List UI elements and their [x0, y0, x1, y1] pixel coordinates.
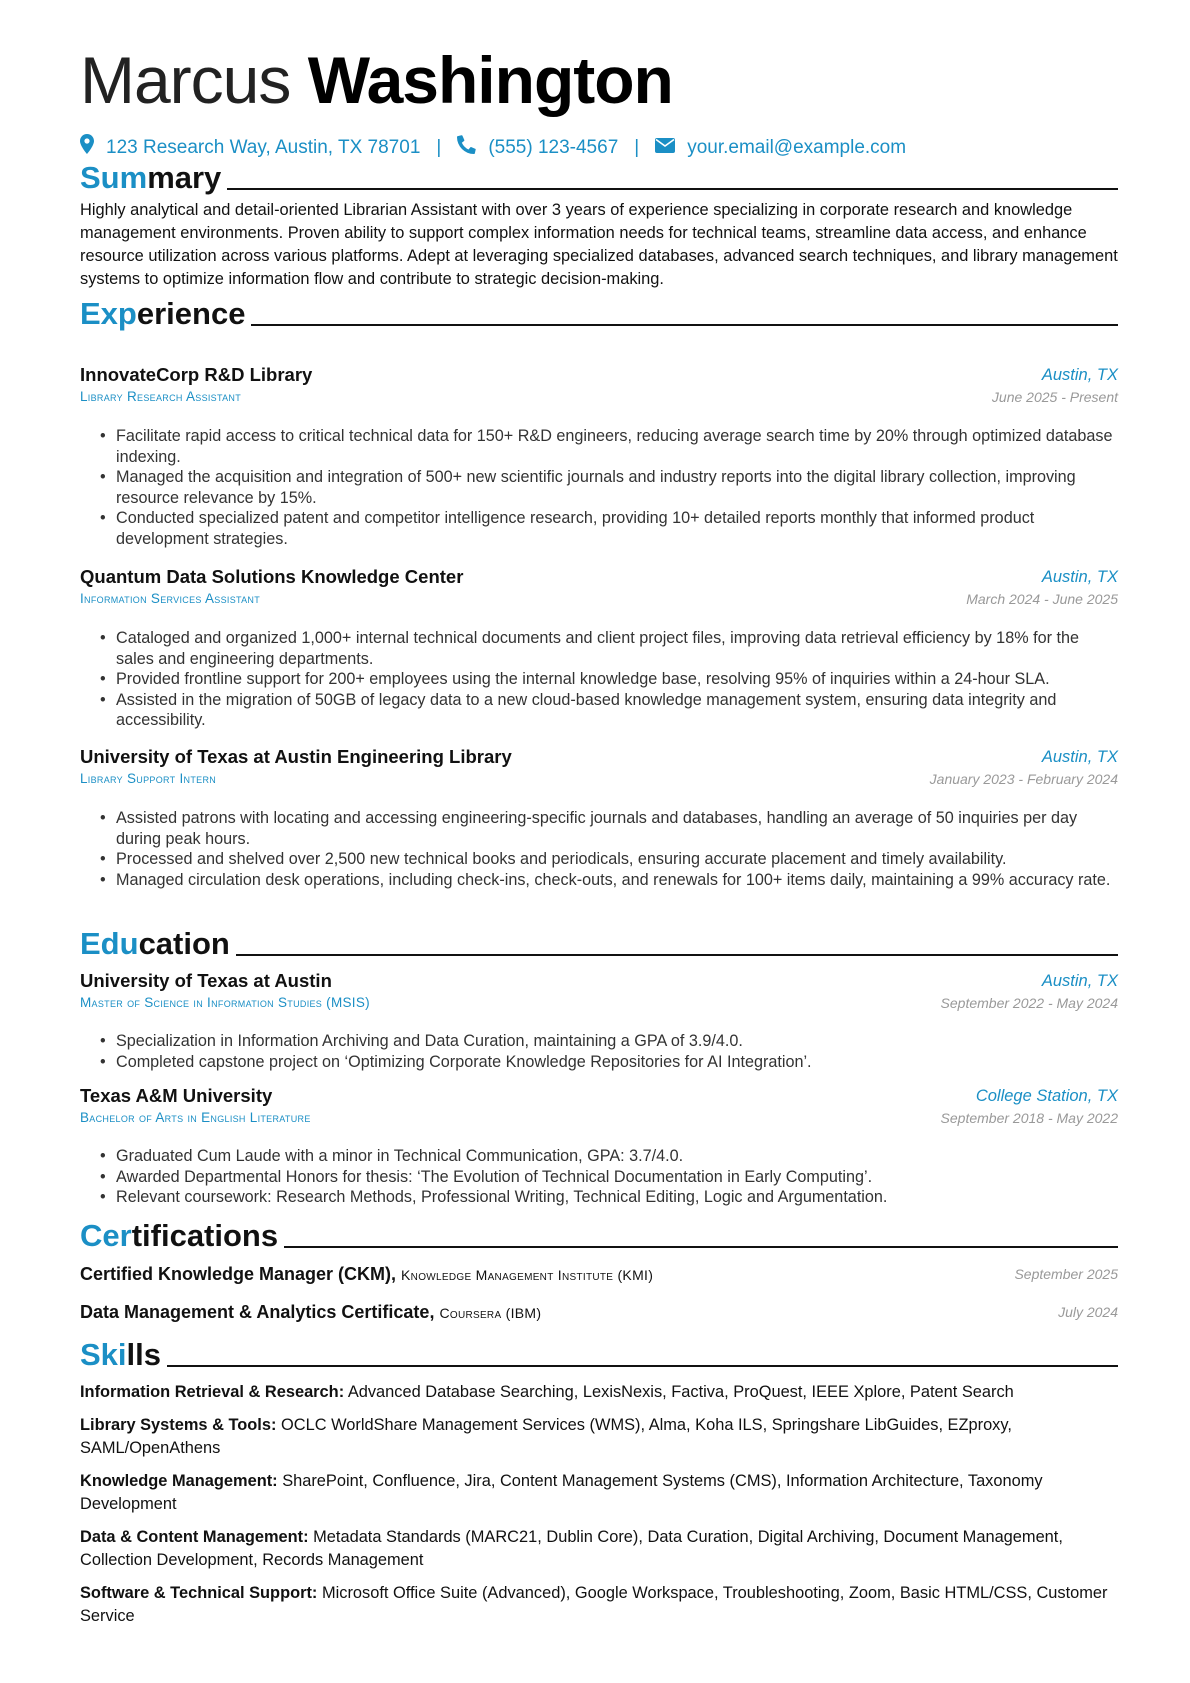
entry-date: March 2024 - June 2025 [966, 591, 1118, 607]
list-item: • Managed circulation desk operations, including check-ins, check-outs, and renewals for 100+ items daily, maintaining a 99% accuracy rate. [116, 870, 1116, 891]
skill-line [80, 1414, 1118, 1459]
list-item: • Specialization in Information Archiving and Data Curation, maintaining a GPA of 3.9/4.0. [116, 1031, 1116, 1052]
skill-category: Knowledge Management: [80, 1472, 278, 1490]
skill-values: SharePoint, Confluence, Jira, Content Management Systems (CMS), Information Architecture, Taxonomy Development [80, 1472, 1043, 1513]
list-item: • Completed capstone project on ‘Optimizing Corporate Knowledge Repositories for AI Integration’. [116, 1052, 1116, 1073]
entry-location: Austin, TX [1041, 748, 1118, 766]
certification-date: July 2024 [1058, 1304, 1118, 1320]
certification-item: Data Management & Analytics Certificate, Coursera (IBM) July 2024 [80, 1299, 1118, 1325]
entry-location: Austin, TX [1041, 972, 1118, 990]
certification-name: Certified Knowledge Manager (CKM) [80, 1264, 392, 1284]
list-item: • Assisted in the migration of 50GB of legacy data to a new cloud-based knowledge management system, ensuring data integrity and accessibility. [116, 690, 1116, 731]
skill-values: Microsoft Office Suite (Advanced), Google Workspace, Troubleshooting, Zoom, Basic HTML/CSS, Customer Service [80, 1584, 1108, 1625]
certification-issuer: Coursera (IBM) [439, 1305, 542, 1321]
skill-line [80, 1526, 1118, 1571]
education-heading: Education [80, 922, 1118, 962]
section-rule [251, 324, 1118, 326]
list-item: • Awarded Departmental Honors for thesis: ‘The Evolution of Technical Documentation in Early Computing’. [116, 1167, 1116, 1188]
summary-text: Highly analytical and detail-oriented Librarian Assistant with over 3 years of experience specializing in corporate research and knowledge management environments. Proven ability to support complex information needs for technical teams, streamline data access, and enhance resource utilization across various platforms. Adept at leveraging specialized databases, advanced search techniques, and library management systems to optimize information flow and contribute to strategic decision-making. [80, 201, 1118, 288]
experience-bullets [98, 808, 1116, 890]
certifications-heading: Certifications [80, 1214, 1118, 1254]
entry-location: Austin, TX [1041, 366, 1118, 384]
skill-line [80, 1381, 1118, 1404]
experience-heading: Experience [80, 292, 1118, 332]
skill-line [80, 1582, 1118, 1627]
candidate-name [80, 42, 673, 118]
skill-category: Software & Technical Support: [80, 1584, 318, 1602]
education-bullets [98, 1031, 1116, 1072]
education-bullets [98, 1146, 1116, 1208]
summary-heading: Summary [80, 156, 1118, 196]
job-title: Information Services Assistant [80, 591, 261, 606]
list-item: • Provided frontline support for 200+ employees using the internal knowledge base, resolving 95% of inquiries within a 24-hour SLA. [116, 669, 1116, 690]
skill-values: Metadata Standards (MARC21, Dublin Core), Data Curation, Digital Archiving, Document Management, Collection Development, Records Management [80, 1528, 1063, 1569]
employer-name: Quantum Data Solutions Knowledge Center [80, 566, 464, 587]
list-item: • Assisted patrons with locating and accessing engineering-specific journals and databases, handling an average of 50 inquiries per day during peak hours. [116, 808, 1116, 849]
skill-line [80, 1470, 1118, 1515]
section-rule [236, 954, 1118, 956]
section-rule [167, 1365, 1118, 1367]
skill-category: Library Systems & Tools: [80, 1416, 277, 1434]
job-title: Library Research Assistant [80, 389, 242, 404]
entry-date: January 2023 - February 2024 [929, 771, 1118, 787]
contact-separator: | [634, 137, 640, 158]
experience-bullets [98, 426, 1116, 549]
list-item: • Graduated Cum Laude with a minor in Technical Communication, GPA: 3.7/4.0. [116, 1146, 1116, 1167]
skills-heading: Skills [80, 1333, 1118, 1373]
employer-name: InnovateCorp R&D Library [80, 364, 313, 385]
phone-text: (555) 123-4567 [488, 137, 619, 158]
skill-values: Advanced Database Searching, LexisNexis, Factiva, ProQuest, IEEE Xplore, Patent Search [347, 1383, 1014, 1401]
certification-date: September 2025 [1014, 1266, 1118, 1282]
list-item: • Conducted specialized patent and competitor intelligence research, providing 10+ detailed reports monthly that informed product development strategies. [116, 508, 1116, 549]
first-name: Marcus [80, 43, 291, 117]
entry-date: September 2022 - May 2024 [940, 995, 1118, 1011]
school-name: University of Texas at Austin [80, 970, 332, 991]
list-item: • Facilitate rapid access to critical technical data for 150+ R&D engineers, reducing average search time by 20% through optimized database indexing. [116, 426, 1116, 467]
contact-separator: | [436, 137, 442, 158]
section-rule [284, 1246, 1118, 1248]
address-text: 123 Research Way, Austin, TX 78701 [106, 137, 421, 158]
skill-category: Information Retrieval & Research: [80, 1383, 345, 1401]
list-item: • Managed the acquisition and integration of 500+ new scientific journals and industry reports into the digital library collection, improving resource relevance by 15%. [116, 467, 1116, 508]
skill-category: Data & Content Management: [80, 1528, 309, 1546]
entry-location: Austin, TX [1041, 568, 1118, 586]
degree: Bachelor of Arts in English Literature [80, 1110, 311, 1125]
list-item: • Cataloged and organized 1,000+ internal technical documents and client project files, improving data retrieval efficiency by 18% for the sales and engineering departments. [116, 628, 1116, 669]
school-name: Texas A&M University [80, 1085, 273, 1106]
list-item: • Relevant coursework: Research Methods, Professional Writing, Technical Editing, Logic and Argumentation. [116, 1187, 1116, 1208]
certification-item: Certified Knowledge Manager (CKM), Knowledge Management Institute (KMI) September 2025 [80, 1261, 1118, 1287]
skill-values: OCLC WorldShare Management Services (WMS), Alma, Koha ILS, Springshare LibGuides, EZproxy, SAML/OpenAthens [80, 1416, 1012, 1457]
certification-name: Data Management & Analytics Certificate [80, 1302, 430, 1322]
certification-issuer: Knowledge Management Institute (KMI) [401, 1267, 654, 1283]
list-item: • Processed and shelved over 2,500 new technical books and periodicals, ensuring accurate placement and timely availability. [116, 849, 1116, 870]
experience-bullets [98, 628, 1116, 731]
entry-location: College Station, TX [975, 1087, 1118, 1105]
last-name: Washington [307, 43, 673, 117]
job-title: Library Support Intern [80, 771, 217, 786]
section-rule [227, 188, 1118, 190]
entry-date: June 2025 - Present [991, 389, 1118, 405]
email-link[interactable]: your.email@example.com [687, 137, 907, 158]
degree: Master of Science in Information Studies (MSIS) [80, 995, 370, 1010]
entry-date: September 2018 - May 2022 [940, 1110, 1118, 1126]
employer-name: University of Texas at Austin Engineering Library [80, 746, 512, 767]
